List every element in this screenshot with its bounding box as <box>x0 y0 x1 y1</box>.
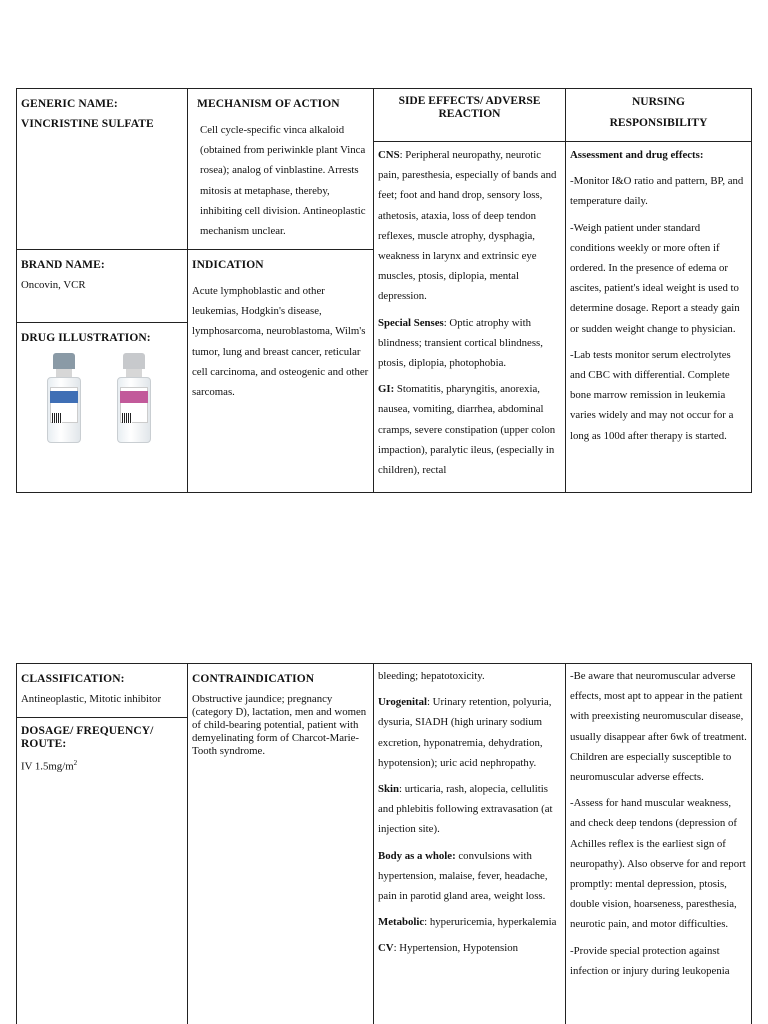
side-effects-continued-text: bleeding; hepatotoxicity. <box>378 670 485 682</box>
column-nursing-responsibility <box>566 89 751 492</box>
indication-header: INDICATION <box>192 259 264 271</box>
nursing-body <box>566 141 751 492</box>
indication-text: Acute lymphoblastic and other leukemias, Hodgkin's disease, lymphosarcoma, neuroblastoma, Wilm's tumor, lung and breast cancer, reticular cell carcinoma, and osteogenic and other sarcomas. <box>192 285 369 399</box>
contraindication-text: Obstructive jaundice; pregnancy (category D), lactation, men and women of child-bearing potential, patient with demyelinating form of Charcot-Marie-Tooth syndrome. <box>192 693 367 757</box>
urogenital-text: : Urinary retention, polyuria, dysuria, SIADH (high urinary sodium excretion, hyponatremia, dehydration, hypotension); uric acid nephropathy. <box>378 696 552 769</box>
dosage-superscript: 2 <box>73 759 78 767</box>
drug-illustration-image <box>17 349 187 449</box>
contraindication-cell <box>188 664 373 1024</box>
indication-cell <box>188 249 373 492</box>
nursing-header-cell <box>566 89 751 141</box>
nursing-paragraph-1: -Monitor I&O ratio and pattern, BP, and temperature daily. <box>570 175 744 208</box>
drug-card-table-top <box>16 88 752 493</box>
vial-image-right <box>117 353 151 445</box>
generic-name-label: GENERIC NAME: <box>21 98 118 110</box>
gi-label: GI: <box>378 383 395 396</box>
metabolic-label: Metabolic <box>378 916 425 929</box>
column-side-effects <box>374 89 566 492</box>
cns-label: CNS <box>378 149 400 161</box>
mechanism-cell <box>188 89 373 249</box>
nursing-continued-body <box>566 664 751 1024</box>
classification-label: CLASSIFICATION: <box>21 673 125 685</box>
drug-illustration-cell <box>17 322 187 492</box>
side-effects-body <box>374 141 565 492</box>
dosage-value-line <box>21 751 183 777</box>
gi-text: Stomatitis, pharyngitis, anorexia, nausea, vomiting, diarrhea, abdominal cramps, severe constipation (upper colon impaction), paralytic ileus, (especially in children), rectal <box>378 383 556 477</box>
brand-name-label: BRAND NAME: <box>21 259 105 271</box>
nursing-continued-paragraph-3: -Provide special protection against infection or injury during leukopenia <box>570 944 730 977</box>
column-mechanism-indication <box>188 89 374 492</box>
nursing-header-line1: NURSING <box>631 96 686 108</box>
cv-text: : Hypertension, Hypotension <box>393 942 519 955</box>
side-effects-header-cell <box>374 89 565 141</box>
column-identification <box>17 89 188 492</box>
contraindication-header: CONTRAINDICATION <box>192 673 315 685</box>
body-as-whole-label: Body as a whole: <box>378 849 456 862</box>
nursing-continued-paragraph-1: -Be aware that neuromuscular adverse effects, most apt to appear in the patient with preexisting neuromuscular disease, usually disappear after 6wk of treatment. Children are especially susceptible to neuromuscular adverse effects. <box>570 670 747 784</box>
vial-image-left <box>47 353 81 445</box>
nursing-paragraph-2: -Weigh patient under standard conditions weekly or more often if ordered. In the presence of edema or ascites, patient's ideal weight is used to determine dosage. Report a steady gain or sudden weight change to physician. <box>570 221 740 335</box>
nursing-paragraph-3: -Lab tests monitor serum electrolytes and CBC with differential. Complete bone marrow remission in leukemia varies widely and may not occur for a long as 100d after therapy is started. <box>570 348 734 442</box>
nursing-header-line2: RESPONSIBILITY <box>609 117 708 129</box>
special-senses-label: Special Senses <box>378 316 444 329</box>
classification-cell <box>17 664 187 717</box>
nursing-continued-paragraph-2: -Assess for hand muscular weakness, and check deep tendons (depression of Achilles reflex is the earliest sign of neuropathy). Also observe for and report promptly: mental depression, ptosis, double vision, hoarseness, paresthesia, neurotic pain, and motor difficulties. <box>570 797 746 931</box>
classification-value: Antineoplastic, Mitotic inhibitor <box>21 693 162 705</box>
mechanism-text: Cell cycle-specific vinca alkaloid (obtained from periwinkle plant Vinca rosea); analog of vinblastine. Arrests mitosis at metaphase, thereby, inhibiting cell division. Antineoplastic mechanism unclear. <box>200 124 366 238</box>
brand-name-cell <box>17 249 187 322</box>
side-effects-header: SIDE EFFECTS/ ADVERSE REACTION <box>398 95 541 120</box>
brand-name-value: Oncovin, VCR <box>21 279 86 291</box>
cns-text: : Peripheral neuropathy, neurotic pain, paresthesia, especially of bands and feet; foot and hand drop, sensory loss, athetosis, ataxia, loss of deep tendon reflexes, muscle atrophy, dysphagia, weakness in larynx and extrinsic eye muscles, ptosis, diplopia, mental depression. <box>378 149 557 303</box>
column-side-effects-continued <box>374 664 566 1024</box>
urogenital-label: Urogenital <box>378 696 427 709</box>
generic-name-cell <box>17 89 187 249</box>
column-nursing-continued <box>566 664 751 1024</box>
column-contraindication <box>188 664 374 1024</box>
skin-text: : urticaria, rash, alopecia, cellulitis and phlebitis following extravasation (at injection site). <box>378 783 553 836</box>
assessment-label: Assessment and drug effects: <box>570 149 704 161</box>
metabolic-text: : hyperuricemia, hyperkalemia <box>424 916 557 929</box>
generic-name-value: VINCRISTINE SULFATE <box>21 118 154 130</box>
column-classification <box>17 664 188 1024</box>
dosage-value: IV 1.5mg/m <box>21 760 74 773</box>
drug-illustration-label: DRUG ILLUSTRATION: <box>21 332 151 344</box>
dosage-label: DOSAGE/ FREQUENCY/ ROUTE: <box>21 725 154 750</box>
side-effects-continued-body <box>374 664 565 1024</box>
cv-label: CV <box>378 942 394 955</box>
dosage-cell <box>17 717 187 1024</box>
special-senses-text: : Optic atrophy with blindness; transient cortical blindness, ptosis, diplopia, photophobia. <box>378 316 543 370</box>
skin-label: Skin <box>378 783 400 796</box>
mechanism-header: MECHANISM OF ACTION <box>197 98 340 110</box>
drug-card-table-bottom <box>16 663 752 1024</box>
body-as-whole-text: convulsions with hypertension, malaise, fever, headache, pain in parotid gland area, weight loss. <box>378 849 548 903</box>
